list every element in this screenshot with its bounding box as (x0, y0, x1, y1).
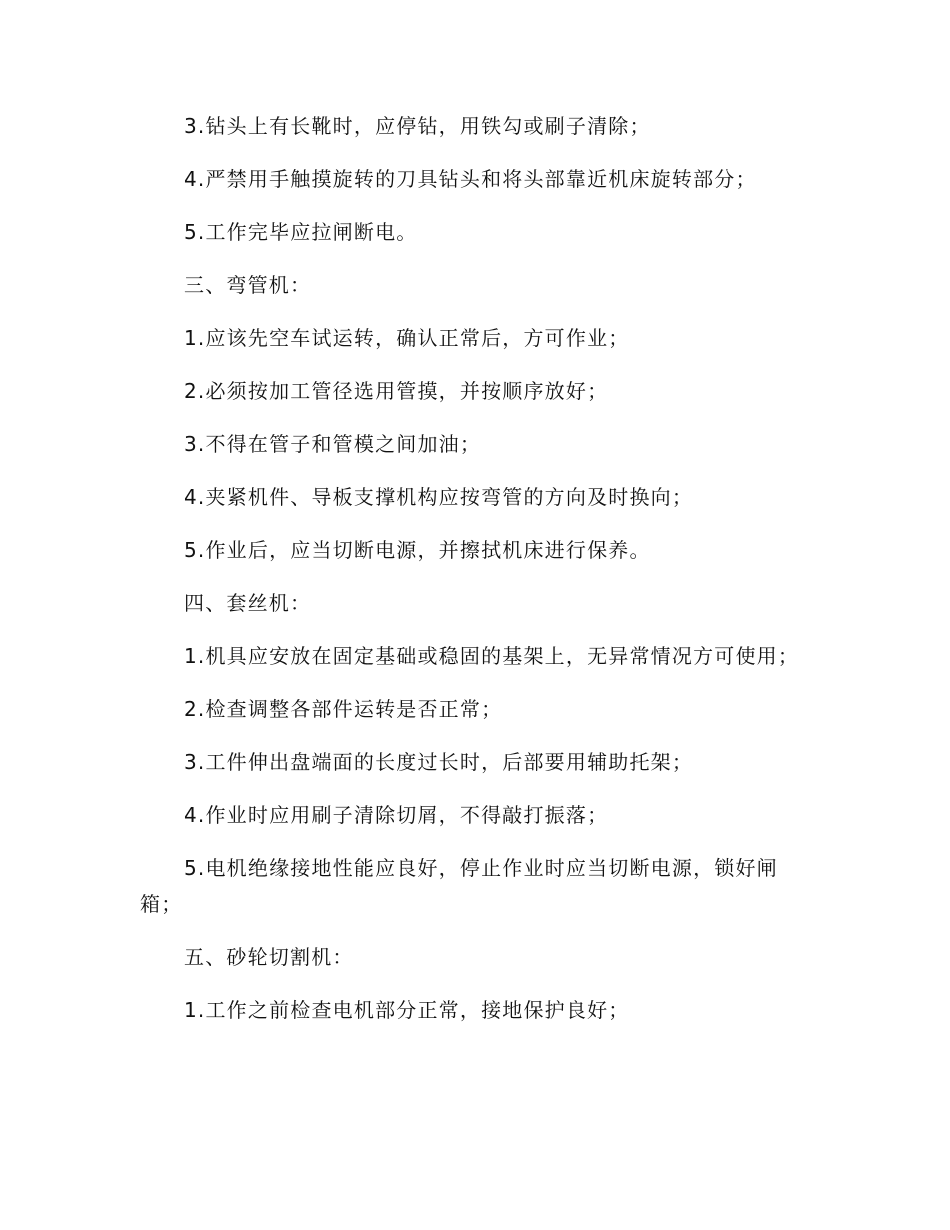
paragraph: 3.钻头上有长靴时，应停钻，用铁勾或刷子清除； (184, 114, 651, 138)
paragraph: 5.电机绝缘接地性能应良好，停止作业时应当切断电源，锁好闸箱； (140, 856, 778, 916)
paragraph: 2.必须按加工管径选用管摸，并按顺序放好； (184, 379, 609, 403)
paragraph: 1.机具应安放在固定基础或稳固的基架上，无异常情况方可使用； (184, 644, 800, 668)
paragraph: 3.不得在管子和管模之间加油； (184, 432, 482, 456)
section-heading: 四、套丝机： (184, 591, 312, 615)
paragraph: 1.应该先空车试运转，确认正常后，方可作业； (184, 326, 630, 350)
paragraph: 2.检查调整各部件运转是否正常； (184, 697, 503, 721)
paragraph: 4.夹紧机件、导板支撑机构应按弯管的方向及时换向； (184, 485, 694, 509)
section-heading: 三、弯管机： (184, 273, 312, 297)
paragraph: 3.工件伸出盘端面的长度过长时，后部要用辅助托架； (184, 750, 694, 774)
section-heading: 五、砂轮切割机： (184, 945, 354, 969)
document-body (140, 108, 800, 1045)
paragraph: 5.作业后，应当切断电源，并擦拭机床进行保养。 (184, 538, 651, 562)
paragraph: 1.工作之前检查电机部分正常，接地保护良好； (184, 998, 630, 1022)
paragraph: 5.工作完毕应拉闸断电。 (184, 220, 418, 244)
paragraph: 4.作业时应用刷子清除切屑，不得敲打振落； (184, 803, 609, 827)
paragraph: 4.严禁用手触摸旋转的刀具钻头和将头部靠近机床旋转部分； (184, 167, 757, 191)
